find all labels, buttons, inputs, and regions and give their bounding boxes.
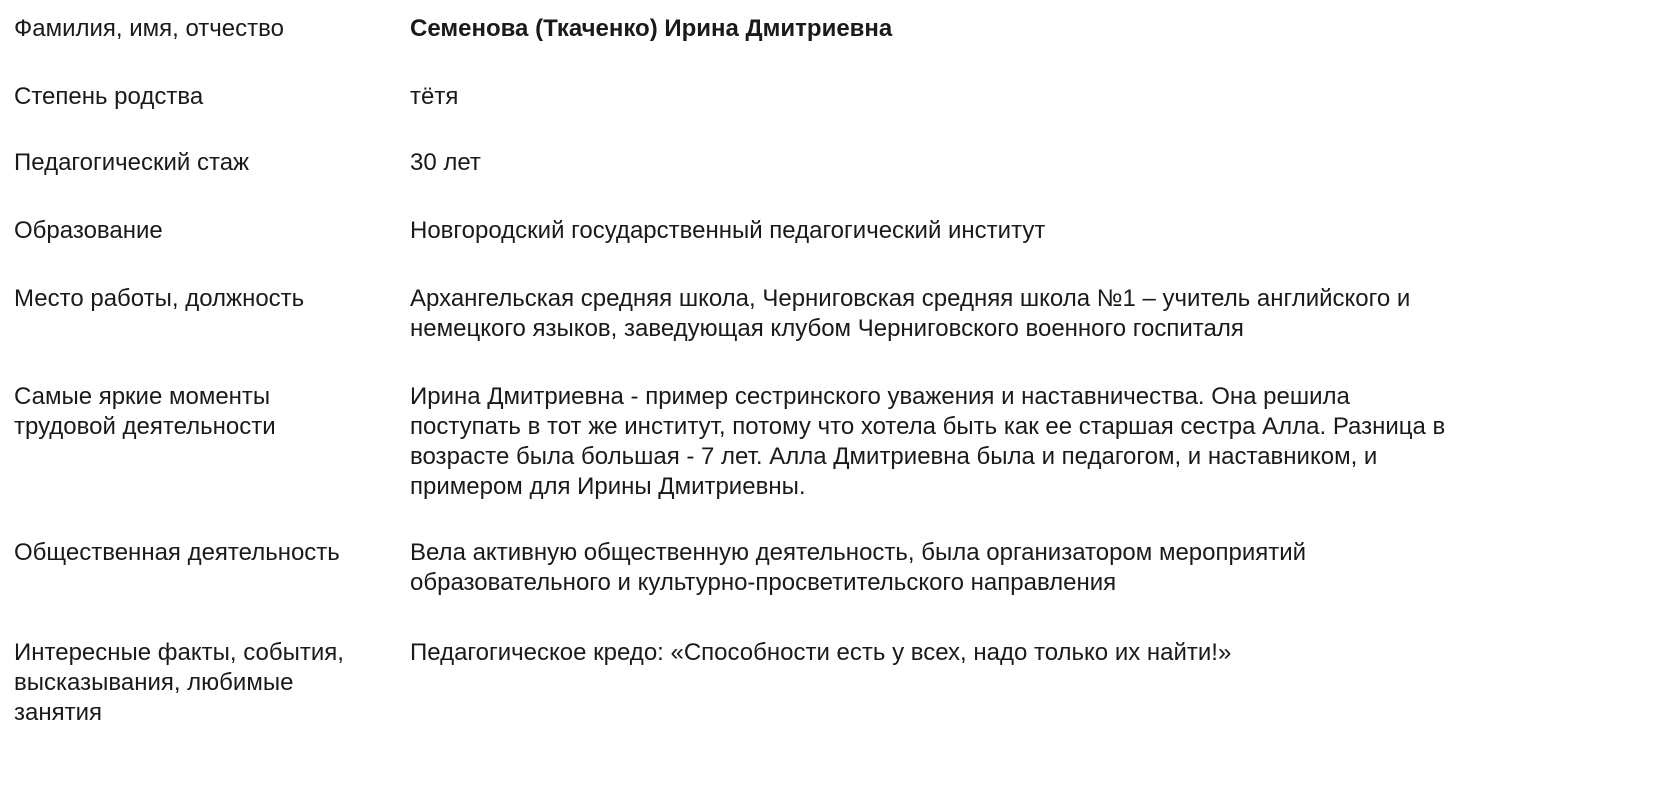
label-full-name: Фамилия, имя, отчество — [14, 15, 284, 42]
value-interesting-facts: Педагогическое кредо: «Способности есть у всех, надо только их найти!» — [410, 639, 1232, 666]
value-full-name: Семенова (Ткаченко) Ирина Дмитриевна — [410, 15, 893, 42]
label-education: Образование — [14, 217, 163, 244]
label-workplace: Место работы, должность — [14, 285, 305, 312]
value-experience: 30 лет — [410, 149, 481, 176]
value-education: Новгородский государственный педагогический институт — [410, 217, 1046, 244]
label-relation: Степень родства — [14, 83, 204, 110]
value-relation: тётя — [410, 83, 459, 110]
value-highlights: Ирина Дмитриевна - пример сестринского уважения и наставничества. Она решила поступать в тот же институт, потому что хотела быть как ее старшая сестра Алла. Разница в возрасте была большая - 7 лет. Алла Дмитриевна была и педагогом, и наставником, и примером для Ирины Дмитриевны. — [410, 383, 1446, 500]
value-public-activity: Вела активную общественную деятельность, была организатором мероприятий образовательного и культурно-просветительского направления — [410, 539, 1307, 596]
label-highlights: Самые яркие моменты трудовой деятельности — [14, 383, 276, 440]
label-interesting-facts: Интересные факты, события, высказывания, любимые занятия — [14, 639, 344, 726]
label-experience: Педагогический стаж — [14, 149, 250, 176]
value-workplace: Архангельская средняя школа, Черниговская средняя школа №1 – учитель английского и немецкого языков, заведующая клубом Черниговского военного госпиталя — [410, 285, 1411, 342]
label-public-activity: Общественная деятельность — [14, 539, 340, 566]
